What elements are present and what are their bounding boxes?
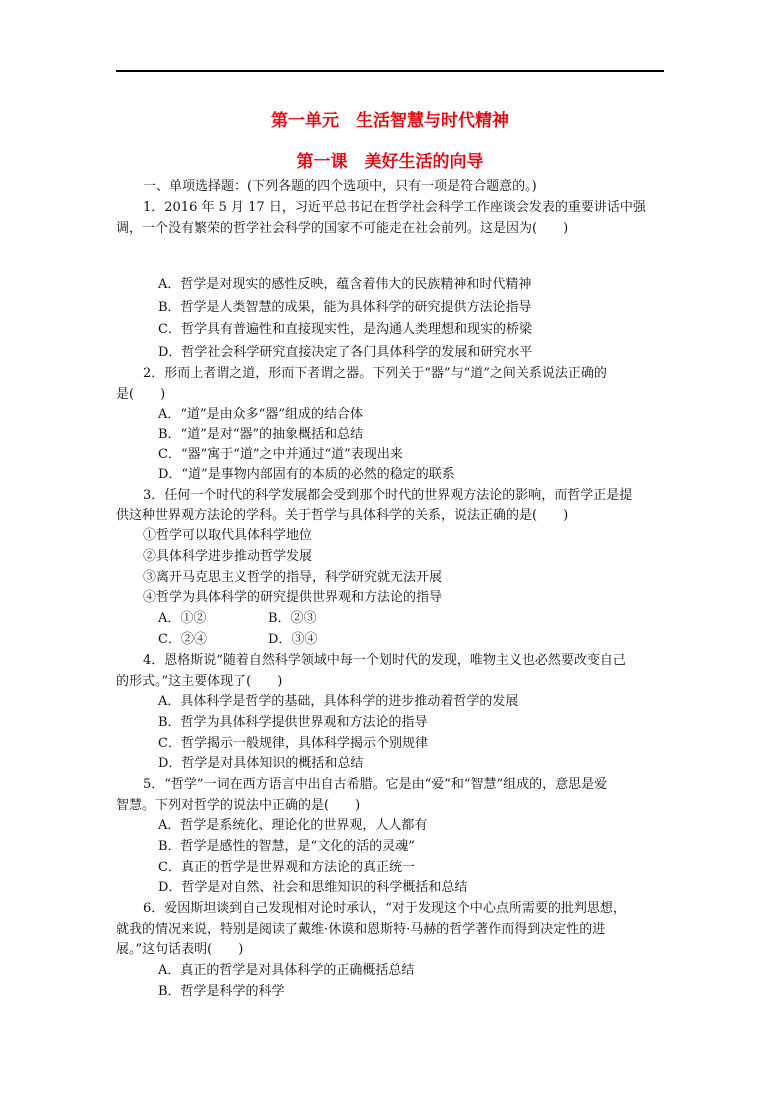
q4-option-a: A．具体科学是哲学的基础，具体科学的进步推动着哲学的发展 bbox=[158, 694, 519, 709]
lesson-title: 第一课 美好生活的向导 bbox=[296, 152, 484, 172]
q4-option-b: B．哲学为具体科学提供世界观和方法论的指导 bbox=[158, 715, 428, 730]
q3-option-c: C．②④ bbox=[158, 632, 207, 647]
q1-option-c: C．哲学具有普遍性和直接现实性，是沟通人类理想和现实的桥梁 bbox=[158, 322, 532, 337]
q6-stem-line2: 就我的情况来说，特别是阅读了戴维·休谟和恩斯特·马赫的哲学著作而得到决定性的进 bbox=[116, 922, 606, 937]
q5-stem-line1: 5．“哲学”一词在西方语言中出自古希腊。它是由“爱”和“智慧”组成的，意思是爱 bbox=[143, 777, 608, 792]
q3-statement-2: ②具体科学进步推动哲学发展 bbox=[143, 549, 313, 564]
unit-title: 第一单元 生活智慧与时代精神 bbox=[271, 111, 509, 131]
q5-option-d: D．哲学是对自然、社会和思维知识的科学概括和总结 bbox=[158, 880, 468, 895]
q2-option-b: B．“道”是对“器”的抽象概括和总结 bbox=[158, 427, 364, 442]
q3-stem-line2: 供这种世界观方法论的学科。关于哲学与具体科学的关系，说法正确的是( ) bbox=[116, 508, 569, 523]
q3-statement-3: ③离开马克思主义哲学的指导，科学研究就无法开展 bbox=[143, 570, 443, 585]
q1-option-b: B．哲学是人类智慧的成果，能为具体科学的研究提供方法论指导 bbox=[158, 300, 532, 315]
q2-option-a: A．“道”是由众多“器”组成的结合体 bbox=[158, 407, 363, 422]
header-rule bbox=[116, 70, 664, 72]
q3-option-a: A．①② bbox=[158, 611, 207, 626]
q4-stem-line2: 的形式。”这主要体现了( ) bbox=[116, 674, 283, 689]
q4-stem-line1: 4．恩格斯说“随着自然科学领域中每一个划时代的发现，唯物主义也必然要改变自己 bbox=[143, 653, 626, 668]
q5-option-c: C．真正的哲学是世界观和方法论的真正统一 bbox=[158, 860, 415, 875]
q3-stem-line1: 3．任何一个时代的科学发展都会受到那个时代的世界观方法论的影响，而哲学正是提 bbox=[143, 488, 633, 503]
q3-option-b: B．②③ bbox=[268, 611, 317, 626]
section-heading: 一、单项选择题：(下列各题的四个选项中，只有一项是符合题意的。) bbox=[143, 179, 537, 194]
q3-option-d: D．③④ bbox=[268, 632, 318, 647]
q5-option-b: B．哲学是感性的智慧，是“文化的活的灵魂” bbox=[158, 839, 415, 854]
q3-statement-1: ①哲学可以取代具体科学地位 bbox=[143, 528, 313, 543]
q1-option-d: D．哲学社会科学研究直接决定了各门具体科学的发展和研究水平 bbox=[158, 345, 533, 360]
q2-stem-line1: 2．形而上者谓之道，形而下者谓之器。下列关于“器”与“道”之间关系说法正确的 bbox=[143, 366, 607, 381]
q6-stem-line3: 展。”这句话表明( ) bbox=[116, 942, 244, 957]
q1-option-a: A．哲学是对现实的感性反映，蕴含着伟大的民族精神和时代精神 bbox=[158, 277, 532, 292]
q5-option-a: A．哲学是系统化、理论化的世界观，人人都有 bbox=[158, 818, 428, 833]
q4-option-c: C．哲学揭示一般规律，具体科学揭示个别规律 bbox=[158, 736, 428, 751]
q6-option-b: B．哲学是科学的科学 bbox=[158, 984, 285, 999]
q6-stem-line1: 6．爱因斯坦谈到自己发现相对论时承认，“对于发现这个中心点所需要的批判思想， bbox=[143, 901, 626, 916]
q2-option-c: C．“器”寓于“道”之中并通过“道”表现出来 bbox=[158, 447, 403, 462]
q1-stem-line1: 1．2016 年 5 月 17 日，习近平总书记在哲学社会科学工作座谈会发表的重要讲话中强 bbox=[143, 200, 646, 215]
q2-option-d: D．“道”是事物内部固有的本质的必然的稳定的联系 bbox=[158, 467, 455, 482]
q1-stem-line2: 调，一个没有繁荣的哲学社会科学的国家不可能走在社会前列。这是因为( ) bbox=[116, 221, 569, 236]
q6-option-a: A．真正的哲学是对具体科学的正确概括总结 bbox=[158, 963, 415, 978]
q4-option-d: D．哲学是对具体知识的概括和总结 bbox=[158, 756, 364, 771]
q2-stem-line2: 是( ) bbox=[116, 387, 166, 402]
q3-statement-4: ④哲学为具体科学的研究提供世界观和方法论的指导 bbox=[143, 590, 443, 605]
q5-stem-line2: 智慧。下列对哲学的说法中正确的是( ) bbox=[116, 798, 361, 813]
